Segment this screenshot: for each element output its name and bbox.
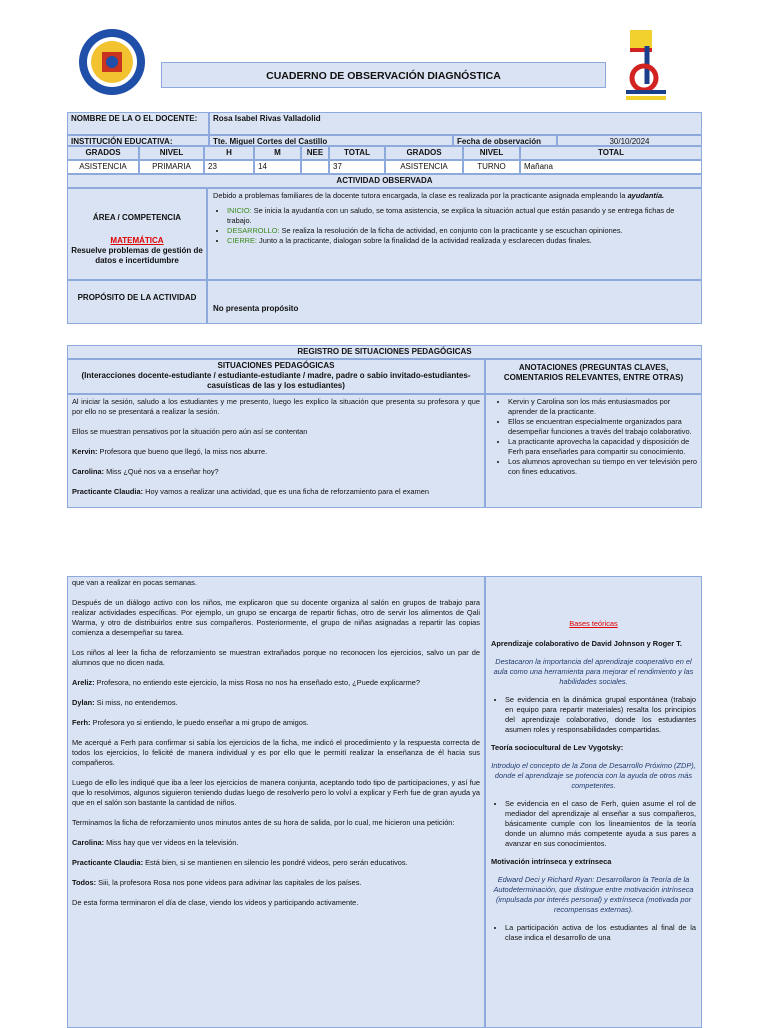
row-h: 23 xyxy=(204,160,254,174)
theory-bullet: • La participación activa de los estudiantes al final de la clase indica el desarrollo de una xyxy=(505,923,696,943)
col-h: H xyxy=(204,146,254,160)
situaciones-continuation: que van a realizar en pocas semanas. Después de un diálogo activo con los niños, me explicaron que su docente organiza al salón en grupos de trabajo para realizar actividades específicas. Por ejemplo, un grupo se encarga de repartir fichas, otro de servir los alimentos de Qali Warma, y otro de distribuirlos entre sus compañeros. Posteriormente, el grupo de niñas asignadas a repartir las copias comienza a desempeñar su tarea. Los niños al leer la ficha de reforzamiento se muestran extrañados porque no reconocen los ejercicios, salvo un par de alumnos que no dicen nada. Areliz: Profesora, no entiendo este ejercicio, la miss Rosa no nos ha enseñado esto, ¿Puede explicarme? Dylan: Si miss, no entendemos. Ferh: Profesora yo si entiendo, le puedo enseñar a mi grupo de amigos. Me acerqué a Ferh para confirmar si sabía los ejercicios de la ficha, me indicó el procedimiento y la respuesta correcta de todos los ejercicios, lo felicité de manera individual y es por ello que le permití realizar la enseñanza de él hacia sus compañeros. Luego de ello les indiqué que iba a leer los ejercicios de manera conjunta, aceptando todo tipo de participaciones, y así fue que lo resolvimos, algunos siguieron teniendo dudas luego de resolverlo pero lo volví a explicar y Ferh fue de gran ayuda ya que en el salón son bastante la cantidad de niños. Terminamos la ficha de reforzamiento unos minutos antes de su hora de salida, por lo cual, me hicieron una petición: Carolina: Miss hay que ver videos en la televisión. Practicante Claudia: Está bien, si se mantienen en silencio les pondré videos, pero serán educativos. Todos: Siii, la profesora Rosa nos pone videos para adivinar las capitales de los países. De esta forma terminaron el día de clase, viendo los videos y participando activamente. xyxy=(67,576,485,1028)
col-nee: NEE xyxy=(301,146,329,160)
page-title: CUADERNO DE OBSERVACIÓN DIAGNÓSTICA xyxy=(161,62,606,88)
fecha-label: Fecha de observación xyxy=(453,135,557,146)
theory-bullet: • Se evidencia en la dinámica grupal espontánea (trabajo en equipo para repartir materiales) resalta los principios del aprendizaje colaborativo, donde los estudiantes asumen roles y responsabilidades compartidas. xyxy=(505,695,696,735)
proposito-value: No presenta propósito xyxy=(207,280,702,324)
area-name: MATEMÁTICA xyxy=(110,236,164,245)
ie-label: INSTITUCIÓN EDUCATIVA: xyxy=(67,135,209,146)
school-emblem-icon xyxy=(622,28,672,104)
fecha-value: 30/10/2024 xyxy=(557,135,702,146)
row-turno: TURNO xyxy=(463,160,520,174)
actividad-intro-em: ayudantía. xyxy=(627,191,665,200)
docente-value: Rosa Isabel Rivas Valladolid xyxy=(209,112,702,135)
note-item: • Los alumnos aprovechan su tiempo en ver televisión pero con fines educativos. xyxy=(508,457,697,477)
logo-right xyxy=(622,28,672,104)
row-manana: Mañana xyxy=(520,160,702,174)
situaciones-header: SITUACIONES PEDAGÓGICAS (Interacciones docente-estudiante / estudiante-estudiante / madre, padre o sabio invitado-estudiantes-casuísticas de las y los estudiantes) xyxy=(67,359,485,394)
docente-label: NOMBRE DE LA O EL DOCENTE: xyxy=(67,112,209,135)
row-m: 14 xyxy=(254,160,301,174)
col-total-1: TOTAL xyxy=(329,146,385,160)
bases-teoricas-column: Bases teóricas Aprendizaje colaborativo de David Johnson y Roger T. Destacaron la importancia del aprendizaje cooperativo en el aula como una herramienta para mejorar el rendimiento y las habilidades sociales. • Se evidencia en la dinámica grupal espontánea (trabajo en equipo para repartir materiales) resalta los principios del aprendizaje colaborativo, donde los estudiantes asumen roles y responsabilidades compartidas. Teoría sociocultural de Lev Vygotsky: Introdujo el concepto de la Zona de Desarrollo Próximo (ZDP), donde el aprendizaje se potencia con la ayuda de otros más competentes. • Se evidencia en el caso de Ferh, quien asume el rol de mediador del aprendizaje al enseñar a sus compañeros, básicamente cumple con los lineamientos de la teoría donde un alumno más competente ayuda a sus pares a avanzar en sus conocimientos. Motivación intrínseca y extrínseca Edward Deci y Richard Ryan: Desarrollaron la Teoría de la Autodeterminación, que distingue entre motivación intrínseca (impulsada por interés personal) y extrínseca (motivada por recompensas externas). • La participación activa de los estudiantes al final de la clase indica el desarrollo de una xyxy=(485,576,702,1028)
bullet-desarrollo: • DESARROLLO: Se realiza la resolución de la ficha de actividad, en conjunto con la practicante y se escuchan opiniones. xyxy=(227,226,696,236)
logo-left xyxy=(78,28,146,96)
actividad-observada-header: ACTIVIDAD OBSERVADA xyxy=(67,174,702,188)
area-competencia-cell xyxy=(67,188,207,280)
actividad-desc xyxy=(207,188,702,280)
row-primaria: PRIMARIA xyxy=(139,160,204,174)
col-m: M xyxy=(254,146,301,160)
area-label: ÁREA / COMPETENCIA xyxy=(92,213,182,222)
anotaciones-header: ANOTACIONES (PREGUNTAS CLAVES, COMENTARIOS RELEVANTES, ENTRE OTRAS) xyxy=(485,359,702,394)
registro-header: REGISTRO DE SITUACIONES PEDAGÓGICAS xyxy=(67,345,702,359)
university-seal-icon xyxy=(78,28,146,96)
col-grados-1: GRADOS xyxy=(67,146,139,160)
anotaciones-body xyxy=(485,394,702,508)
competencia-text: Resuelve problemas de gestión de datos e incertidumbre xyxy=(71,246,203,265)
actividad-intro: Debido a problemas familiares de la docente tutora encargada, la clase es realizada por la practicante asignada empleando la xyxy=(213,191,626,200)
col-nivel-1: NIVEL xyxy=(139,146,204,160)
row-asistencia-1: ASISTENCIA xyxy=(67,160,139,174)
ie-value: Tte. Miguel Cortes del Castillo xyxy=(209,135,453,146)
proposito-label: PROPÓSITO DE LA ACTIVIDAD xyxy=(67,280,207,324)
theory-bullet: • Se evidencia en el caso de Ferh, quien asume el rol de mediador del aprendizaje al enseñar a sus compañeros, básicamente cumple con los lineamientos de la teoría donde un alumno más competente ayuda a sus pares a avanzar en sus conocimientos. xyxy=(505,799,696,849)
note-item: • La practicante aprovecha la capacidad y disposición de Ferh para enseñarles para compartir su conocimiento. xyxy=(508,437,697,457)
col-grados-2: GRADOS xyxy=(385,146,463,160)
col-nivel-2: NIVEL xyxy=(463,146,520,160)
situaciones-body: Al iniciar la sesión, saludo a los estudiantes y me presento, luego les explico la situación que presenta su profesora y que por ello no se presentará a realizar la sesión. Ellos se muestran pensativos por la situación pero aún así se contentan Kervin: Profesora que bueno que llegó, la miss nos aburre. Carolina: Miss ¿Qué nos va a enseñar hoy? Practicante Claudia: Hoy vamos a realizar una actividad, que es una ficha de reforzamiento para el examen xyxy=(67,394,485,508)
bullet-cierre: • CIERRE: Junto a la practicante, dialogan sobre la finalidad de la actividad realizada y esclarecen dudas finales. xyxy=(227,236,696,246)
bases-title: Bases teóricas xyxy=(569,619,618,628)
bullet-inicio: • INICIO: Se inicia la ayudantía con un saludo, se toma asistencia, se explica la situación actual que están pasando y se entrega fichas de trabajo. xyxy=(227,206,696,226)
row-total: 37 xyxy=(329,160,385,174)
note-item: • Kervin y Carolina son los más entusiasmados por aprender de la practicante. xyxy=(508,397,697,417)
col-total-2: TOTAL xyxy=(520,146,702,160)
note-item: • Ellos se encuentran especialmente organizados para desempeñar funciones a través del trabajo colaborativo. xyxy=(508,417,697,437)
row-asistencia-2: ASISTENCIA xyxy=(385,160,463,174)
row-nee xyxy=(301,160,329,174)
